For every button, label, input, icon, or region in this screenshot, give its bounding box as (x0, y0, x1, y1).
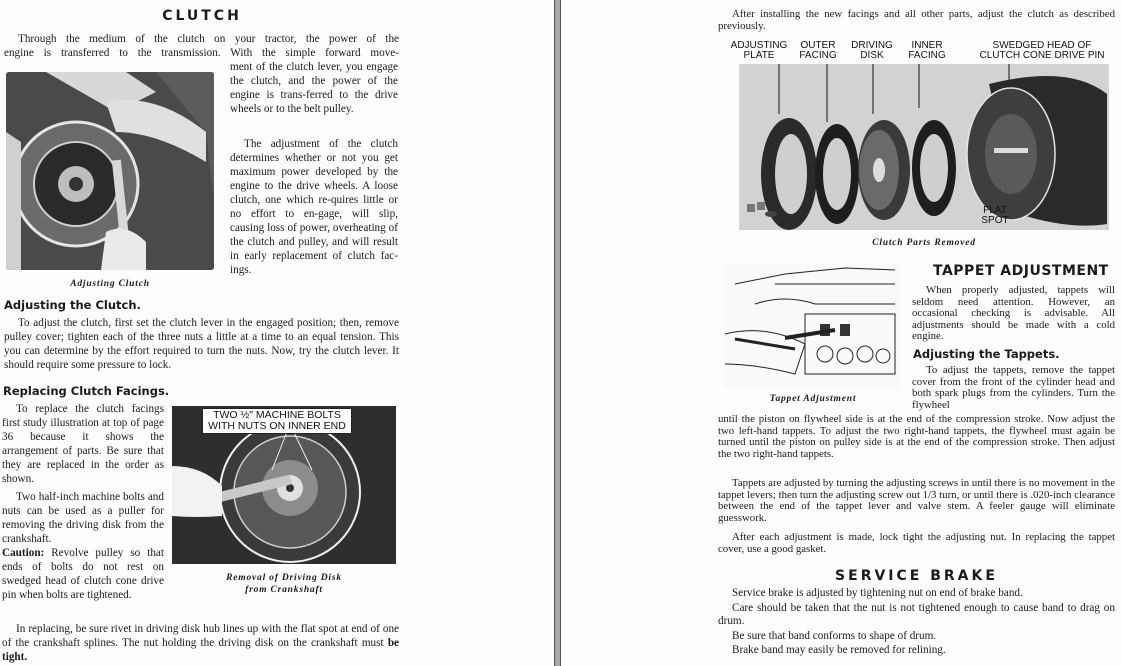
label-outer-facing: OUTER FACING (799, 40, 837, 61)
tappet-drawing (725, 264, 901, 390)
adjustment-paragraph: The adjustment of the clutch determines whether or not you get maximum power developed by the engine to the drive wheels. A loose clutch, one which re-quires little or no effort to en-gage, will slip, causing loss of power, overheating of the clutch and pulley, and will result in early replacement of clutch fac-ings. (230, 138, 398, 276)
label-flat-spot: FLAT SPOT (981, 205, 1009, 226)
adjusting-clutch-photo (6, 72, 214, 270)
intro-line-2: engine is transferred to the transmission. With the simple forward move- (4, 47, 399, 59)
adjusting-clutch-heading: Adjusting the Clutch. (4, 298, 141, 312)
tappet-nut-paragraph: After each adjustment is made, lock tight the adjusting nut. In replacing the tappet cover, use a good gasket. (718, 531, 1115, 555)
tappet-adjustment-caption: Tappet Adjustment (769, 394, 857, 404)
intro-line-1: Through the medium of the clutch on your tractor, the power of the (18, 33, 399, 45)
tappet-adjustment-illustration (725, 264, 901, 390)
service-brake-text (718, 587, 1115, 658)
right-page (561, 0, 1121, 666)
label-adjusting-plate: ADJUSTING PLATE (730, 40, 788, 61)
replacing-facings-heading: Replacing Clutch Facings. (3, 384, 170, 398)
clutch-parts-caption: Clutch Parts Removed (872, 238, 976, 248)
brake-line: Service brake is adjusted by tightening nut on end of brake band. (732, 587, 1023, 599)
driving-disk-photo (172, 406, 396, 564)
page-divider (554, 0, 561, 666)
brake-line: Brake band may easily be removed for relining. (732, 644, 946, 656)
clutch-illustration (6, 72, 214, 270)
label-swedged-head: SWEDGED HEAD OF CLUTCH CONE DRIVE PIN (979, 40, 1105, 61)
brake-line: Be sure that band conforms to shape of drum. (732, 629, 937, 642)
adjusting-tappets-heading: Adjusting the Tappets. (913, 347, 1060, 361)
clutch-parts-illustration (739, 64, 1109, 230)
driving-disk-caption: Removal of Driving Disk from Crankshaft (226, 573, 342, 595)
label-driving-disk: DRIVING DISK (851, 40, 893, 61)
tappet-screws-paragraph: Tappets are adjusted by turning the adjusting screws in until there is no movement in the tappet levers; then turn the adjusting screw out 1/3 turn, or until there is .020-inch clearance between the end of the tappet lever and valve stem. A feeler gauge will eliminate guesswork. (718, 477, 1115, 524)
clutch-title: CLUTCH (162, 8, 242, 24)
adjusting-tappets-full: until the piston on flywheel side is at the end of the compression stroke. Now adjust the two left-hand tappets. To adjust the two right-hand tappets, the flywheel must again be turned until the piston on pulley side is at the end of the compression stroke. Then adjust the two right-hand tappets. (718, 413, 1115, 460)
adjusting-clutch-caption: Adjusting Clutch (70, 279, 150, 289)
replacing-final-paragraph: In replacing, be sure rivet in driving disk hub lines up with the flat spot at end of one of the crankshaft splines. The nut holding the driving disk on the crankshaft must be tight. (2, 623, 399, 663)
adjusting-tappets-column: To adjust the tappets, remove the tappet cover from the front of the cylinder head and both spark plugs from the cylinders. Turn the flywheel (912, 364, 1115, 411)
tappet-intro: When properly adjusted, tappets will seldom need attention. However, an occasional checking is advisable. All adjustments should be made with a cold engine. (912, 284, 1115, 343)
after-installing-paragraph: After installing the new facings and all other parts, adjust the clutch as described previously. (718, 8, 1115, 32)
replacing-facings-text: To replace the clutch facings first study illustration at top of page 36 because it shows the arrangement of parts. Be sure that they are replaced in the order as shown. Two half-inch machine bolts and nuts can be used as a puller for removing the driving disk from the crankshaft. Caution: Revolve pulley so that ends of bolts do not rest on swedged head of clutch cone drive pin when bolts are tightened. (2, 403, 164, 601)
bolts-label: TWO ½" MACHINE BOLTS WITH NUTS ON INNER END (202, 408, 352, 434)
tappet-adjustment-title: TAPPET ADJUSTMENT (933, 263, 1109, 279)
brake-line: Care should be taken that the nut is not tightened enough to cause band to drag on drum. (718, 601, 1115, 627)
label-inner-facing: INNER FACING (908, 40, 946, 61)
service-brake-title: SERVICE BRAKE (835, 568, 998, 584)
clutch-parts-photo (739, 64, 1109, 230)
caution-label: Caution: (2, 547, 45, 559)
intro-column: ment of the clutch lever, you engage the clutch, and the power of the engine is trans-ferred to the drive wheels or to the belt pulley. (230, 61, 398, 115)
adjusting-clutch-text: To adjust the clutch, first set the clutch lever in the engaged position; then, remove pulley cover; tighten each of the three nuts a little at a time to an equal tension. This you can determine by the effort required to turn the nuts. Now, try the clutch lever. It should require some pressure to lock. (4, 317, 399, 371)
left-page (0, 0, 554, 666)
